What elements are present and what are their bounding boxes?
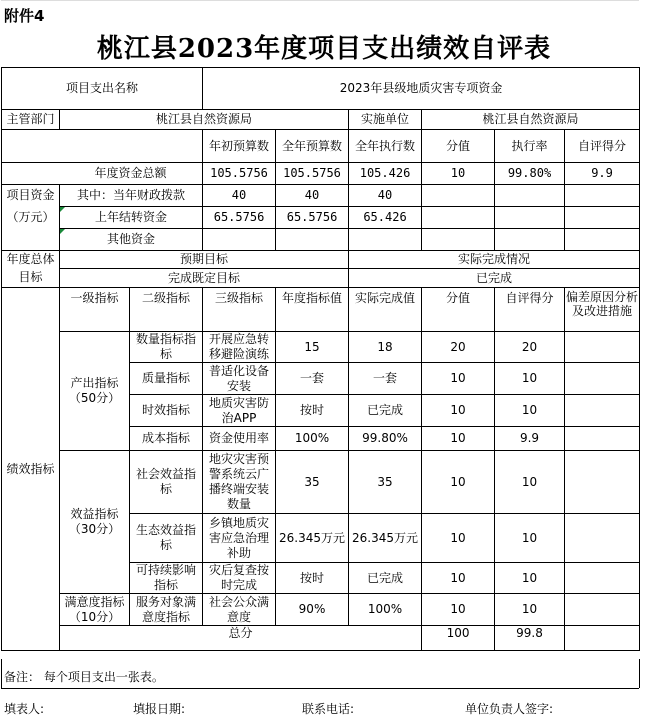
goal-header-row (2, 251, 640, 269)
perf-output-l2-1: 质量指标 (130, 363, 203, 395)
perf-satisfaction-actual-0: 100% (349, 594, 422, 626)
fund-total-value-1: 105.5756 (276, 163, 349, 185)
perf-benefit-target-2: 按时 (276, 563, 349, 594)
perf-output-target-1: 一套 (276, 363, 349, 395)
perf-output-label: 产出指标 （50分） (60, 332, 130, 451)
dept-row (2, 110, 640, 130)
perf-satisfaction-l3-0: 社会公众满意度 (203, 594, 276, 626)
perf-output-l3-3: 资金使用率 (203, 427, 276, 451)
fund-group-label-1: 项目资金 (2, 185, 60, 207)
perf-header-score: 自评得分 (495, 288, 565, 332)
fund-current-value-2: 40 (349, 185, 422, 207)
dept-label: 主管部门 (2, 110, 60, 130)
perf-satisfaction-row-0 (2, 594, 640, 626)
perf-benefit-actual-1: 26.345万元 (349, 514, 422, 563)
fund-total-label: 年度资金总额 (2, 163, 203, 185)
perf-benefit-l2-0: 社会效益指标 (130, 451, 203, 514)
fund-group-label-2: （万元） (2, 207, 60, 229)
perf-total-row (2, 626, 640, 651)
fund-header-row (2, 130, 640, 163)
perf-header-score-max: 分值 (422, 288, 495, 332)
impl-label: 实施单位 (349, 110, 422, 130)
fund-header-3: 分值 (422, 130, 495, 163)
perf-output-scoremax-2: 10 (422, 395, 495, 427)
perf-satisfaction-l2-0: 服务对象满意度指标 (130, 594, 203, 626)
perf-satisfaction-scoremax-0: 10 (422, 594, 495, 626)
perf-output-actual-0: 18 (349, 332, 422, 363)
perf-total-dev (565, 626, 640, 651)
perf-output-dev-2 (565, 395, 640, 427)
fund-carryover-blank-0 (422, 207, 495, 229)
fund-current-value-1: 40 (276, 185, 349, 207)
fund-current-label: 其中：当年财政拨款 (60, 185, 203, 207)
perf-benefit-target-0: 35 (276, 451, 349, 514)
goal-row (2, 269, 640, 288)
perf-output-row-0 (2, 332, 640, 363)
goal-label-2: 目标 (2, 269, 60, 288)
fund-other-blank-0 (203, 229, 276, 251)
fund-header-2: 全年执行数 (349, 130, 422, 163)
perf-benefit-dev-0 (565, 451, 640, 514)
perf-total-score: 99.8 (495, 626, 565, 651)
date-label: 填报日期: (133, 702, 186, 716)
dept-value: 桃江县自然资源局 (60, 110, 349, 130)
perf-output-scoremax-3: 10 (422, 427, 495, 451)
perf-benefit-actual-0: 35 (349, 451, 422, 514)
fund-header-4: 执行率 (495, 130, 565, 163)
fund-header-0: 年初预算数 (203, 130, 276, 163)
fund-header-5: 自评得分 (565, 130, 640, 163)
perf-output-l3-0: 开展应急转移避险演练 (203, 332, 276, 363)
page-title: 桃江县2023年度项目支出绩效自评表 (96, 34, 552, 64)
perf-benefit-score-0: 10 (495, 451, 565, 514)
perf-output-dev-0 (565, 332, 640, 363)
head-signature-label: 单位负责人签字: (465, 702, 554, 716)
fund-group-blank (2, 229, 60, 251)
fund-current-blank-1 (495, 185, 565, 207)
perf-output-actual-2: 已完成 (349, 395, 422, 427)
perf-benefit-label: 效益指标 （30分） (60, 451, 130, 594)
goal-label-1: 年度总体 (2, 251, 60, 269)
perf-output-score-3: 9.9 (495, 427, 565, 451)
perf-output-dev-3 (565, 427, 640, 451)
fund-carryover-value-0: 65.5756 (203, 207, 276, 229)
fund-current-value-0: 40 (203, 185, 276, 207)
perf-label: 绩效指标 (2, 288, 60, 651)
note-frame-right (639, 659, 640, 688)
evaluation-table (1, 67, 640, 651)
fund-total-value-5: 9.9 (565, 163, 640, 185)
project-label: 项目支出名称 (2, 68, 203, 110)
fund-carryover-value-1: 65.5756 (276, 207, 349, 229)
perf-benefit-score-1: 10 (495, 514, 565, 563)
fund-total-value-0: 105.5756 (203, 163, 276, 185)
fund-current-blank-0 (422, 185, 495, 207)
fund-header-1: 全年预算数 (276, 130, 349, 163)
perf-satisfaction-label: 满意度指标 （10分） (60, 594, 130, 626)
fund-other-blank-2 (349, 229, 422, 251)
perf-output-target-2: 按时 (276, 395, 349, 427)
goal-actual-value: 已完成 (349, 269, 640, 288)
perf-output-score-2: 10 (495, 395, 565, 427)
perf-benefit-dev-1 (565, 514, 640, 563)
perf-benefit-scoremax-1: 10 (422, 514, 495, 563)
page-top-line (1, 0, 639, 1)
perf-satisfaction-score-0: 10 (495, 594, 565, 626)
fund-carryover-blank-1 (495, 207, 565, 229)
perf-output-target-3: 100% (276, 427, 349, 451)
fund-other-blank-1 (276, 229, 349, 251)
fund-total-value-3: 10 (422, 163, 495, 185)
perf-header-l2: 二级指标 (130, 288, 203, 332)
perf-total-score-max: 100 (422, 626, 495, 651)
perf-benefit-actual-2: 已完成 (349, 563, 422, 594)
perf-satisfaction-target-0: 90% (276, 594, 349, 626)
perf-header-row (2, 288, 640, 332)
perf-header-deviation: 偏差原因分析及改进措施 (565, 288, 640, 332)
perf-benefit-l3-0: 地灾灾害预警系统云广播终端安装数量 (203, 451, 276, 514)
perf-output-dev-1 (565, 363, 640, 395)
perf-header-l3: 三级指标 (203, 288, 276, 332)
perf-header-actual: 实际完成值 (349, 288, 422, 332)
fund-carryover-label: 上年结转资金 (60, 207, 203, 229)
perf-output-actual-1: 一套 (349, 363, 422, 395)
perf-benefit-dev-2 (565, 563, 640, 594)
fund-total-row (2, 163, 640, 185)
perf-satisfaction-dev-0 (565, 594, 640, 626)
fund-carryover-row (2, 207, 640, 229)
fund-header-blank (2, 130, 203, 163)
perf-header-l1: 一级指标 (60, 288, 130, 332)
fund-other-blank-4 (495, 229, 565, 251)
fund-carryover-value-2: 65.426 (349, 207, 422, 229)
perf-output-scoremax-1: 10 (422, 363, 495, 395)
perf-output-score-1: 10 (495, 363, 565, 395)
perf-output-l3-2: 地质灾害防治APP (203, 395, 276, 427)
perf-benefit-score-2: 10 (495, 563, 565, 594)
fund-other-blank-3 (422, 229, 495, 251)
fund-current-row (2, 185, 640, 207)
perf-benefit-target-1: 26.345万元 (276, 514, 349, 563)
perf-total-label: 总分 (60, 626, 422, 651)
perf-benefit-row-0 (2, 451, 640, 514)
perf-output-score-0: 20 (495, 332, 565, 363)
fund-current-blank-2 (565, 185, 640, 207)
perf-output-l2-3: 成本指标 (130, 427, 203, 451)
fund-total-value-2: 105.426 (349, 163, 422, 185)
table-note: 备注： 每个项目支出一张表。 (4, 670, 164, 684)
phone-label: 联系电话: (302, 702, 355, 716)
perf-output-l3-1: 普适化设备安装 (203, 363, 276, 395)
goal-expected-header: 预期目标 (60, 251, 349, 269)
perf-output-actual-3: 99.80% (349, 427, 422, 451)
fund-other-blank-5 (565, 229, 640, 251)
fund-carryover-blank-2 (565, 207, 640, 229)
attachment-label: 附件4 (4, 7, 45, 25)
goal-expected-value: 完成既定目标 (60, 269, 349, 288)
perf-header-target: 年度指标值 (276, 288, 349, 332)
project-row (2, 68, 640, 110)
perf-output-scoremax-0: 20 (422, 332, 495, 363)
perf-output-l2-2: 时效指标 (130, 395, 203, 427)
fund-total-value-4: 99.80% (495, 163, 565, 185)
note-frame-bottom (1, 688, 639, 689)
perf-benefit-l3-1: 乡镇地质灾害应急治理补助 (203, 514, 276, 563)
perf-benefit-scoremax-2: 10 (422, 563, 495, 594)
perf-benefit-l3-2: 灾后复查按时完成 (203, 563, 276, 594)
fund-other-label: 其他资金 (60, 229, 203, 251)
perf-benefit-scoremax-0: 10 (422, 451, 495, 514)
perf-benefit-l2-2: 可持续影响指标 (130, 563, 203, 594)
impl-value: 桃江县自然资源局 (422, 110, 640, 130)
perf-benefit-l2-1: 生态效益指标 (130, 514, 203, 563)
perf-output-l2-0: 数量指标指标 (130, 332, 203, 363)
project-value: 2023年县级地质灾害专项资金 (203, 68, 640, 110)
perf-output-target-0: 15 (276, 332, 349, 363)
fund-other-row (2, 229, 640, 251)
filler-label: 填表人: (4, 702, 45, 716)
note-frame-left (1, 659, 2, 688)
goal-actual-header: 实际完成情况 (349, 251, 640, 269)
